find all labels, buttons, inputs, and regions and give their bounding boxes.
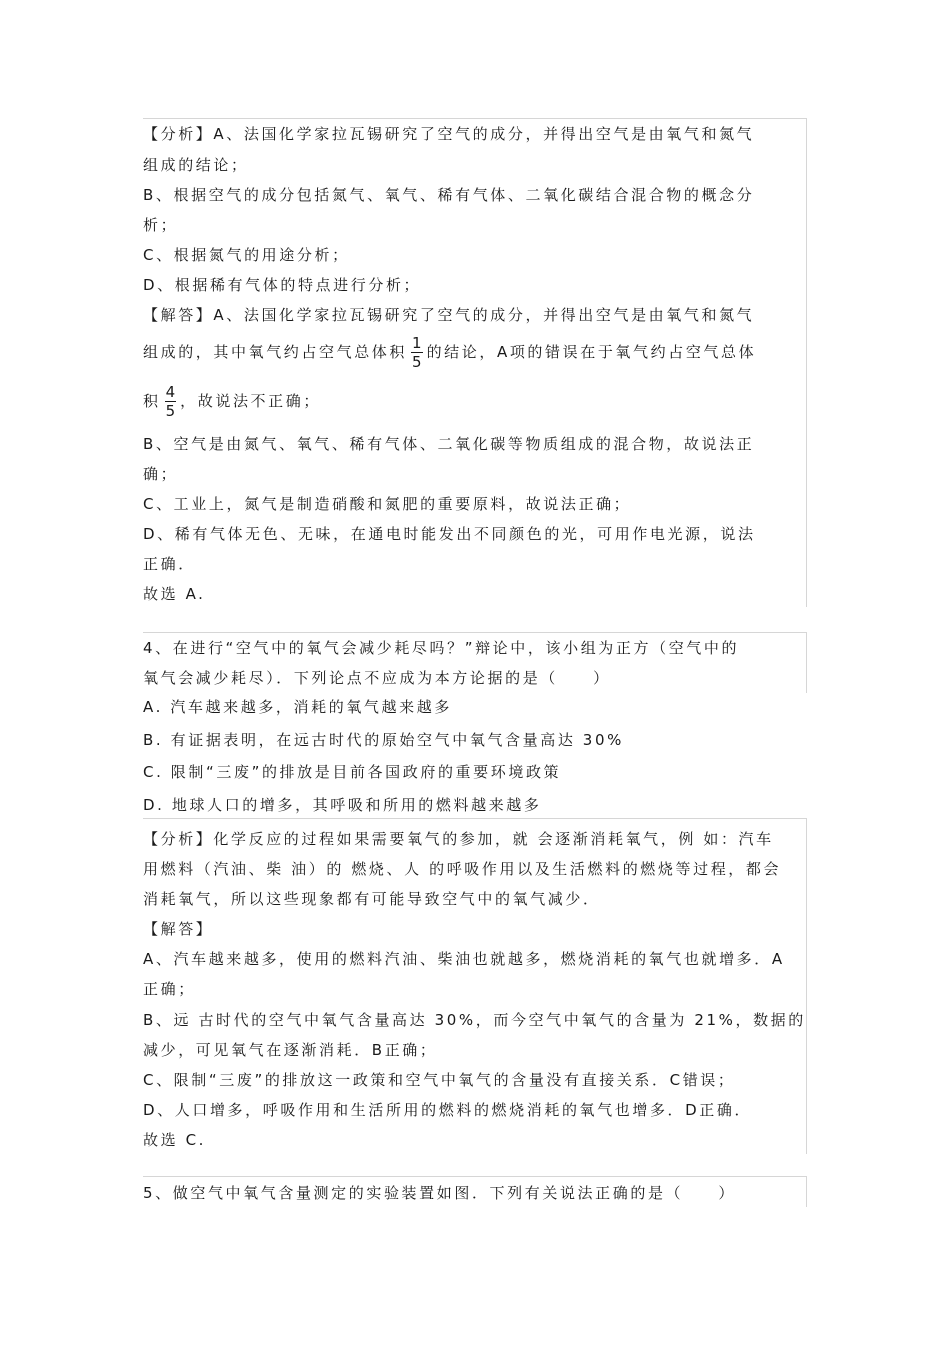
q4-answer-d: D、人口增多，呼吸作用和生活所用的燃料的燃烧消耗的氧气也增多．D正确． [143, 1101, 753, 1119]
q3-answer-d-line-1: D、稀有气体无色、无味，在通电时能发出不同颜色的光，可用作电光源，说法 [143, 525, 756, 543]
q3-analysis-line-1: 【分析】A、法国化学家拉瓦锡研究了空气的成分，并得出空气是由氧气和氮气 [143, 125, 755, 143]
q4-answer-a-line-2: 正确； [143, 980, 196, 998]
fraction-one-fifth [411, 334, 423, 371]
q3-analysis-line-2: 组成的结论； [143, 156, 249, 174]
q4-option-a: A. 汽车越来越多，消耗的氧气越来越多 [143, 698, 452, 716]
q4-option-d: D. 地球人口的增多，其呼吸和所用的燃料越来越多 [143, 796, 542, 814]
fraction-four-fifths [165, 383, 177, 420]
q3-answer-line-2 [143, 334, 806, 371]
q4-option-c: C. 限制“三废”的排放是目前各国政府的重要环境政策 [143, 763, 562, 781]
q3-answer-d-line-2: 正确． [143, 555, 196, 573]
q4-option-b: B. 有证据表明，在远古时代的原始空气中氧气含量高达 30% [143, 731, 624, 749]
q4-stem-line-1: 4、在进行“空气中的氧气会减少耗尽吗？”辩论中，该小组为正方（空气中的 [143, 639, 740, 657]
q3-answer-line-3-post: ，故说法不正确； [180, 392, 321, 410]
q3-analysis-b-line-1: B、根据空气的成分包括氮气、氧气、稀有气体、二氧化碳结合混合物的概念分 [143, 186, 755, 204]
q3-analysis-b-line-2: 析； [143, 216, 179, 234]
q4-answer-b-line-2: 减少，可见氧气在逐渐消耗．B正确； [143, 1041, 438, 1059]
q4-choice: 故选 C. [143, 1131, 207, 1149]
q3-analysis-c: C、根据氮气的用途分析； [143, 246, 350, 264]
q3-analysis-d: D、根据稀有气体的特点进行分析； [143, 276, 422, 294]
q3-answer-line-2-pre: 组成的，其中氧气约占空气总体积 [143, 343, 408, 361]
q4-stem-line-2: 氧气会减少耗尽）．下列论点不应成为本方论据的是（ ） [143, 669, 611, 687]
q3-answer-c: C、工业上，氮气是制造硝酸和氮肥的重要原料，故说法正确； [143, 495, 632, 513]
q4-analysis-line-1: 【分析】化学反应的过程如果需要氧气的参加，就 会逐渐消耗氧气，例 如：汽车 [143, 830, 774, 848]
q3-answer-line-3 [143, 383, 806, 420]
fraction-denominator: 5 [412, 353, 422, 371]
fraction-denominator: 5 [165, 402, 176, 420]
q4-answer-head: 【解答】 [143, 920, 214, 938]
fraction-numerator: 1 [412, 334, 422, 352]
fraction-numerator: 4 [165, 383, 176, 401]
q3-answer-line-3-pre: 积 [143, 392, 161, 410]
q4-analysis-line-2: 用燃料（汽油、柴 油）的 燃烧、人 的呼吸作用以及生活燃料的燃烧等过程，都会 [143, 860, 782, 878]
q4-answer-b-line-1: B、远 古时代的空气中氧气含量高达 30%，而今空气中氧气的含量为 21%，数据的 [143, 1011, 806, 1029]
q4-analysis-line-3: 消耗氧气，所以这些现象都有可能导致空气中的氧气减少． [143, 890, 601, 908]
q3-answer-b-line-1: B、空气是由氮气、氧气、稀有气体、二氧化碳等物质组成的混合物，故说法正 [143, 435, 755, 453]
q3-answer-b-line-2: 确； [143, 465, 179, 483]
q3-choice: 故选 A. [143, 585, 206, 603]
q5-stem-line-1: 5、做空气中氧气含量测定的实验装置如图．下列有关说法正确的是（ ） [143, 1184, 736, 1202]
q4-answer-a-line-1: A、汽车越来越多，使用的燃料汽油、柴油也就越多，燃烧消耗的氧气也就增多．A [143, 950, 785, 968]
q3-answer-line-2-post: 的结论，A项的错误在于氧气约占空气总体 [426, 343, 757, 361]
q3-answer-line-1: 【解答】A、法国化学家拉瓦锡研究了空气的成分，并得出空气是由氧气和氮气 [143, 306, 755, 324]
q4-answer-c: C、限制“三废”的排放这一政策和空气中氧气的含量没有直接关系．C错误； [143, 1071, 736, 1089]
